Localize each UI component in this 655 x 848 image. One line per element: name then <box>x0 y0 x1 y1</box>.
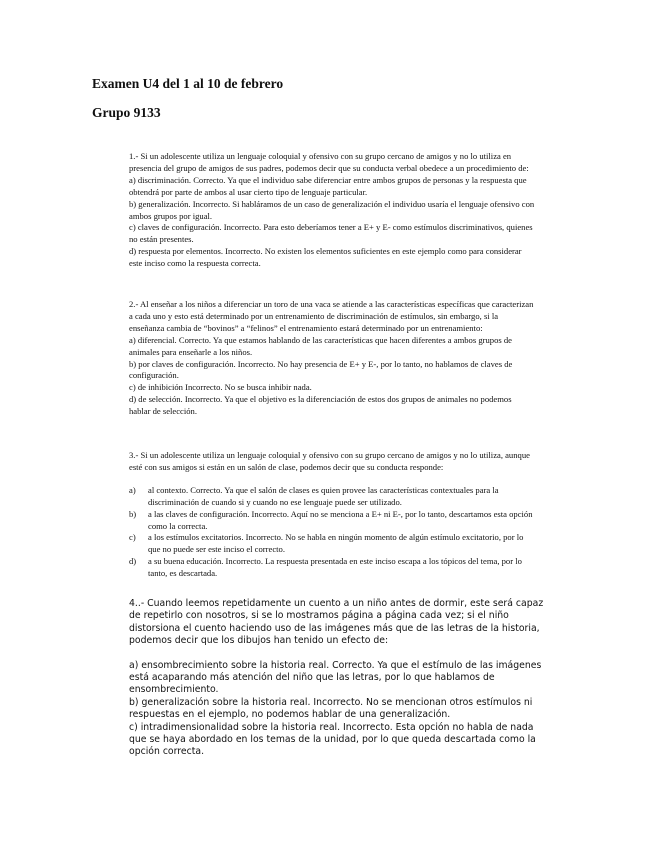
question-2-option-b: b) por claves de configuración. Incorrecto. No hay presencia de E+ y E-, por lo tanto, no hablamos de claves de configuración. <box>129 358 513 381</box>
option-label: d) <box>129 556 137 567</box>
option-label: b) <box>129 508 137 519</box>
question-1 <box>129 151 535 270</box>
question-3-option-a <box>129 485 535 509</box>
question-4-stem: 4..- Cuando leemos repetidamente un cuento a un niño antes de dormir, este será capaz de repetirlo con nosotros, si se lo mostramos página a página cada vez; si el niño distorsiona el cuento haciendo uso de las imágenes más que de las letras de la historia, podemos decir que los dibujos han tenido un efecto de: <box>129 598 544 647</box>
option-text: al contexto. Correcto. Ya que el salón de clases es quien provee las características contextuales para la discriminación de cuando si y cuando no ese lenguaje puede ser utilizado. <box>148 484 499 507</box>
option-label: c) <box>129 532 136 543</box>
question-3 <box>129 450 535 580</box>
question-4-option-c: c) intradimensionalidad sobre la historia real. Incorrecto. Esta opción no habla de nada que se haya abordado en los temas de la unidad, por lo que queda descartada como la opción correcta. <box>129 721 536 758</box>
question-2-option-d: d) de selección. Incorrecto. Ya que el objetivo es la diferenciación de estos dos grupos de animales no podemos hablar de selección. <box>129 394 512 417</box>
question-2-stem: 2.- Al enseñar a los niños a diferenciar un toro de una vaca se atiende a las características específicas que caracterizan a cada uno y esto está determinado por un entrenamiento de discriminación de estímulos, sin embargo, si la enseñanza cambia de “bovinos” a “felinos” el entrenamiento estará determinado por un entrenamiento: <box>129 299 534 333</box>
option-text: a su buena educación. Incorrecto. La respuesta presentada en este inciso escapa a los tópicos del tema, por lo tanto, es descartada. <box>148 556 522 579</box>
option-label: a) <box>129 484 136 495</box>
question-3-stem: 3.- Si un adolescente utiliza un lenguaje coloquial y ofensivo con su grupo cercano de amigos y no lo utiliza, aunque esté con sus amigos si están en un salón de clase, podemos decir que su conducta responde: <box>129 450 530 472</box>
question-3-option-d <box>129 556 535 580</box>
question-1-option-a: a) discriminación. Correcto. Ya que el individuo sabe diferenciar entre ambos grupos de personas y la respuesta que obtendrá por parte de ambos al usar cierto tipo de lenguaje particular. <box>129 174 527 197</box>
question-3-option-b <box>129 509 535 533</box>
question-3-option-c <box>129 532 535 556</box>
document-title: Examen U4 del 1 al 10 de febrero <box>92 76 284 91</box>
question-1-option-c: c) claves de configuración. Incorrecto. Para esto deberíamos tener a E+ y E- como estímulos discriminativos, quienes no están presentes. <box>129 222 533 245</box>
question-2-option-c: c) de inhibición Incorrecto. No se busca inhibir nada. <box>129 382 312 393</box>
question-1-option-d: d) respuesta por elementos. Incorrecto. No existen los elementos suficientes en este ejemplo como para considerar este inciso como la respuesta correcta. <box>129 246 522 269</box>
question-1-stem: 1.- Si un adolescente utiliza un lenguaje coloquial y ofensivo con su grupo cercano de amigos y no lo utiliza en presencia del grupo de amigos de sus padres, podemos decir que su conducta verbal obedece a un procedimiento de: <box>129 151 529 173</box>
question-4 <box>129 598 544 759</box>
question-4-option-b: b) generalización sobre la historia real. Incorrecto. No se mencionan otros estímulos ni respuestas en el ejemplo, no podemos hablar de una generalización. <box>129 696 533 721</box>
question-1-option-b: b) generalización. Incorrecto. Si habláramos de un caso de generalización el individuo usaría el lenguaje ofensivo con ambos grupos por igual. <box>129 198 535 221</box>
option-text: a los estímulos excitatorios. Incorrecto. No se habla en ningún momento de algún estímulo excitatorio, por lo que no puede ser este inciso el correcto. <box>148 532 524 555</box>
group-title: Grupo 9133 <box>92 105 161 120</box>
question-4-option-a: a) ensombrecimiento sobre la historia real. Correcto. Ya que el estímulo de las imágenes está acaparando más atención del niño que las letras, por lo que hablamos de ensombrecimiento. <box>129 659 542 696</box>
question-2-option-a: a) diferencial. Correcto. Ya que estamos hablando de las características que hacen diferentes a ambos grupos de animales para enseñarle a los niños. <box>129 334 512 357</box>
option-text: a las claves de configuración. Incorrecto. Aquí no se menciona a E+ ni E-, por lo tanto, descartamos esta opción como la correcta. <box>148 508 533 531</box>
question-2 <box>129 299 535 418</box>
